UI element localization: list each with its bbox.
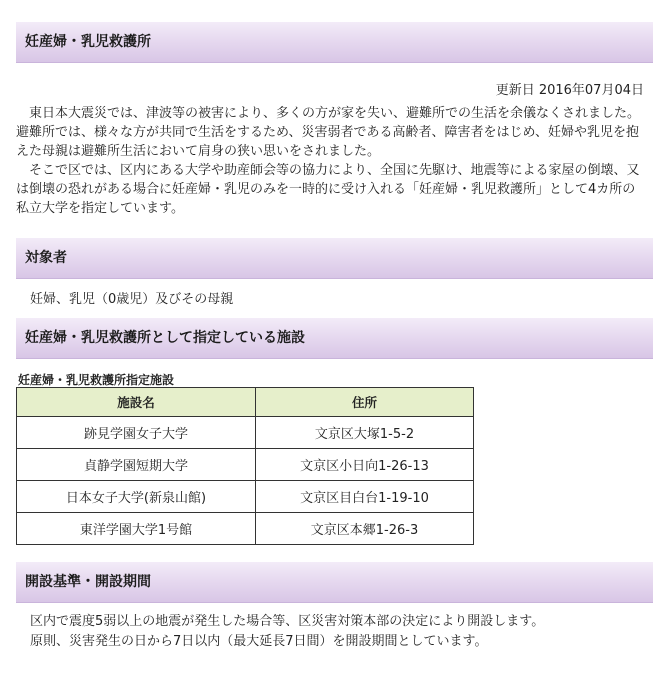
facilities-heading: 妊産婦・乳児救護所として指定している施設 (16, 318, 653, 359)
updated-date: 更新日 2016年07月04日 (495, 83, 644, 98)
column-header-name: 施設名 (17, 388, 256, 417)
facility-address: 文京区大塚1-5-2 (256, 417, 474, 449)
intro-paragraph-1: 東日本大震災では、津波等の被害により、多くの方が家を失い、避難所での生活を余儀なくされました。避難所では、様々な方が共同で生活をするため、災害弱者である高齢者、障害者をはじめ、妊婦や乳児を抱えた母親は避難所生活において肩身の狭い思いをされました。 (16, 106, 641, 159)
target-heading: 対象者 (16, 238, 653, 279)
facility-address: 文京区本郷1-26-3 (256, 513, 474, 545)
facility-name: 東洋学園大学1号館 (17, 513, 256, 545)
table-row (17, 449, 474, 481)
opening-criteria-heading: 開設基準・開設期間 (16, 562, 653, 603)
table-caption: 妊産婦・乳児救護所指定施設 (18, 373, 175, 387)
table-row (17, 417, 474, 449)
facility-name: 貞静学園短期大学 (17, 449, 256, 481)
target-text: 妊婦、乳児（0歳児）及びその母親 (30, 292, 234, 307)
facility-name: 日本女子大学(新泉山館) (17, 481, 256, 513)
opening-criteria-line-1: 区内で震度5弱以上の地震が発生した場合等、区災害対策本部の決定により開設します。 (30, 614, 545, 629)
opening-criteria-line-2: 原則、災害発生の日から7日以内（最大延長7日間）を開設期間としています。 (30, 634, 488, 649)
intro-paragraph-2: そこで区では、区内にある大学や助産師会等の協力により、全国に先駆け、地震等による家屋の倒壊、又は倒壊の恐れがある場合に妊産婦・乳児のみを一時的に受け入れる「妊産婦・乳児救護所」として4カ所の私立大学を指定しています。 (16, 163, 640, 216)
page-title: 妊産婦・乳児救護所 (16, 22, 653, 63)
intro-text (16, 104, 644, 218)
facilities-table (16, 387, 474, 545)
opening-criteria-text (30, 612, 544, 652)
facility-name: 跡見学園女子大学 (17, 417, 256, 449)
table-header-row (17, 388, 474, 417)
column-header-address: 住所 (256, 388, 474, 417)
table-row (17, 481, 474, 513)
facility-address: 文京区目白台1-19-10 (256, 481, 474, 513)
facility-address: 文京区小日向1-26-13 (256, 449, 474, 481)
table-row (17, 513, 474, 545)
